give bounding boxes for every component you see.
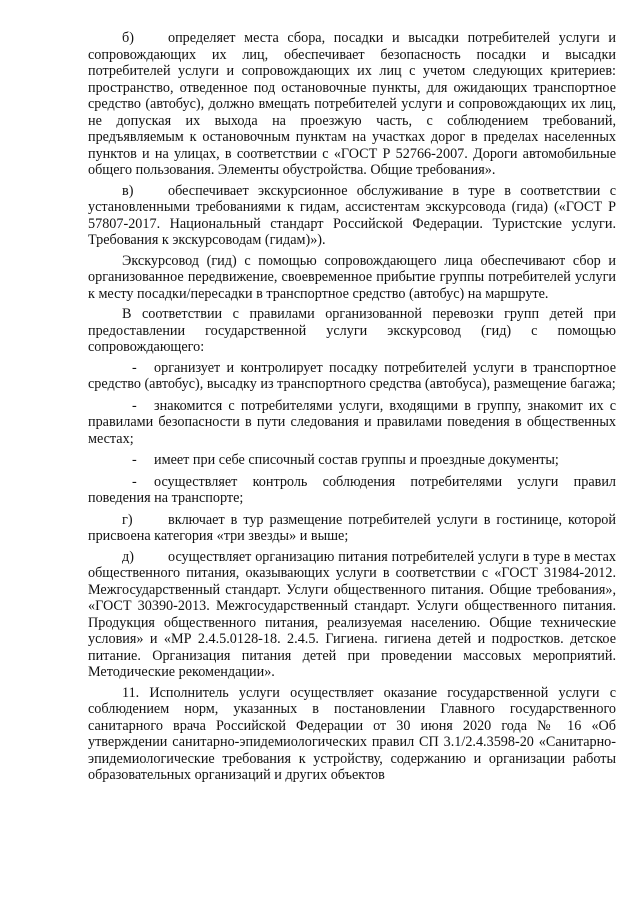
paragraph-text: Экскурсовод (гид) с помощью сопровождающего лица обеспечивают сбор и организованное передвижение, своевременное прибытие группы потребителей услуги к месту посадки/пересадки в транспортное средство (автобус) на маршруте.	[88, 252, 616, 302]
dash-item-2	[88, 398, 616, 448]
paragraph-b	[88, 30, 616, 179]
dash-marker: -	[132, 397, 137, 414]
paragraph-d	[88, 549, 616, 681]
dash-item-4	[88, 474, 616, 507]
dash-item-3	[88, 452, 616, 469]
paragraph-text: В соответствии с правилами организованной перевозки групп детей при предоставлении государственной услуги экскурсовод (гид) с помощью сопровождающего:	[88, 306, 616, 355]
paragraph-11	[88, 685, 616, 784]
item-marker: б)	[122, 30, 134, 46]
paragraph-text: обеспечивает экскурсионное обслуживание в туре в соответствии с установленными требованиями к гидам, ассистентам экскурсовода (гида) («ГОСТ Р 57807-2017. Национальный стандарт Российской Федерации. Туристские услуги. Требования к экскурсоводам (гидам)»).	[88, 182, 616, 248]
paragraph-rules	[88, 306, 616, 356]
dash-item-text: осуществляет контроль соблюдения потребителями услуги правил поведения на транспорте;	[88, 473, 616, 506]
paragraph-text: 11. Исполнитель услуги осуществляет оказание государственной услуги с соблюдением норм, указанных в постановлении Главного государственного санитарного врача Российской Федерации от 30 июня 2020 года № 16 «Об утверждении санитарно-эпидемиологических правил СП 3.1/2.4.3598-20 «Санитарно-эпидемиологические требования к устройству, содержанию и организации работы образовательных организаций и других объектов	[88, 684, 616, 783]
document-body	[88, 30, 616, 788]
dash-item-1	[88, 360, 616, 393]
dash-item-text: организует и контролирует посадку потребителей услуги в транспортное средство (автобус), высадку из транспортного средства (автобуса), размещение багажа;	[88, 359, 616, 392]
paragraph-g	[88, 512, 616, 545]
item-marker: г)	[122, 511, 133, 528]
dash-item-text: знакомится с потребителями услуги, входящими в группу, знакомит их с правилами безопасности в пути следования и правилами поведения в общественных местах;	[88, 397, 616, 447]
paragraph-text: осуществляет организацию питания потребителей услуги в туре в местах общественного питания, оказывающих услуги в соответствии с «ГОСТ 31984-2012. Межгосударственный стандарт. Услуги общественного питания. Общие требования», «ГОСТ 30390-2013. Межгосударственный стандарт. Услуги общественного питания. Продукция общественного питания, реализуемая населению. Общие технические условия» и «МР 2.4.5.0128-18. 2.4.5. Гигиена. гигиена детей и подростков. детское питание. Организация питания детей при проведении массовых мероприятий. Методические рекомендации».	[88, 548, 616, 680]
dash-marker: -	[132, 452, 137, 468]
paragraph-text: определяет места сбора, посадки и высадки потребителей услуги и сопровождающих их лиц, обеспечивает безопасность посадки и высадки потребителей услуги и сопровождающих их лиц с учетом следующих критериев: пространство, отведенное под остановочные пункты, для ожидающих транспортное средство (автобус), должно вмещать потребителей услуги и сопровождающих их лиц, не допуская их выхода на проезжую часть, с соблюдением требований, предъявляемым к остановочным пунктам на участках дорог в пределах населенных пунктов и на улицах, в соответствии с «ГОСТ Р 52766-2007. Дороги автомобильные общего пользования. Элементы обустройства. Общие требования».	[88, 30, 616, 178]
item-marker: д)	[122, 548, 134, 565]
item-marker: в)	[122, 182, 134, 199]
paragraph-text: включает в тур размещение потребителей услуги в гостинице, которой присвоена категория «три звезды» и выше;	[88, 511, 616, 544]
dash-marker: -	[132, 473, 137, 490]
dash-item-text: имеет при себе списочный состав группы и проездные документы;	[154, 452, 559, 468]
paragraph-v	[88, 183, 616, 249]
dash-marker: -	[132, 359, 137, 376]
paragraph-guide	[88, 253, 616, 303]
